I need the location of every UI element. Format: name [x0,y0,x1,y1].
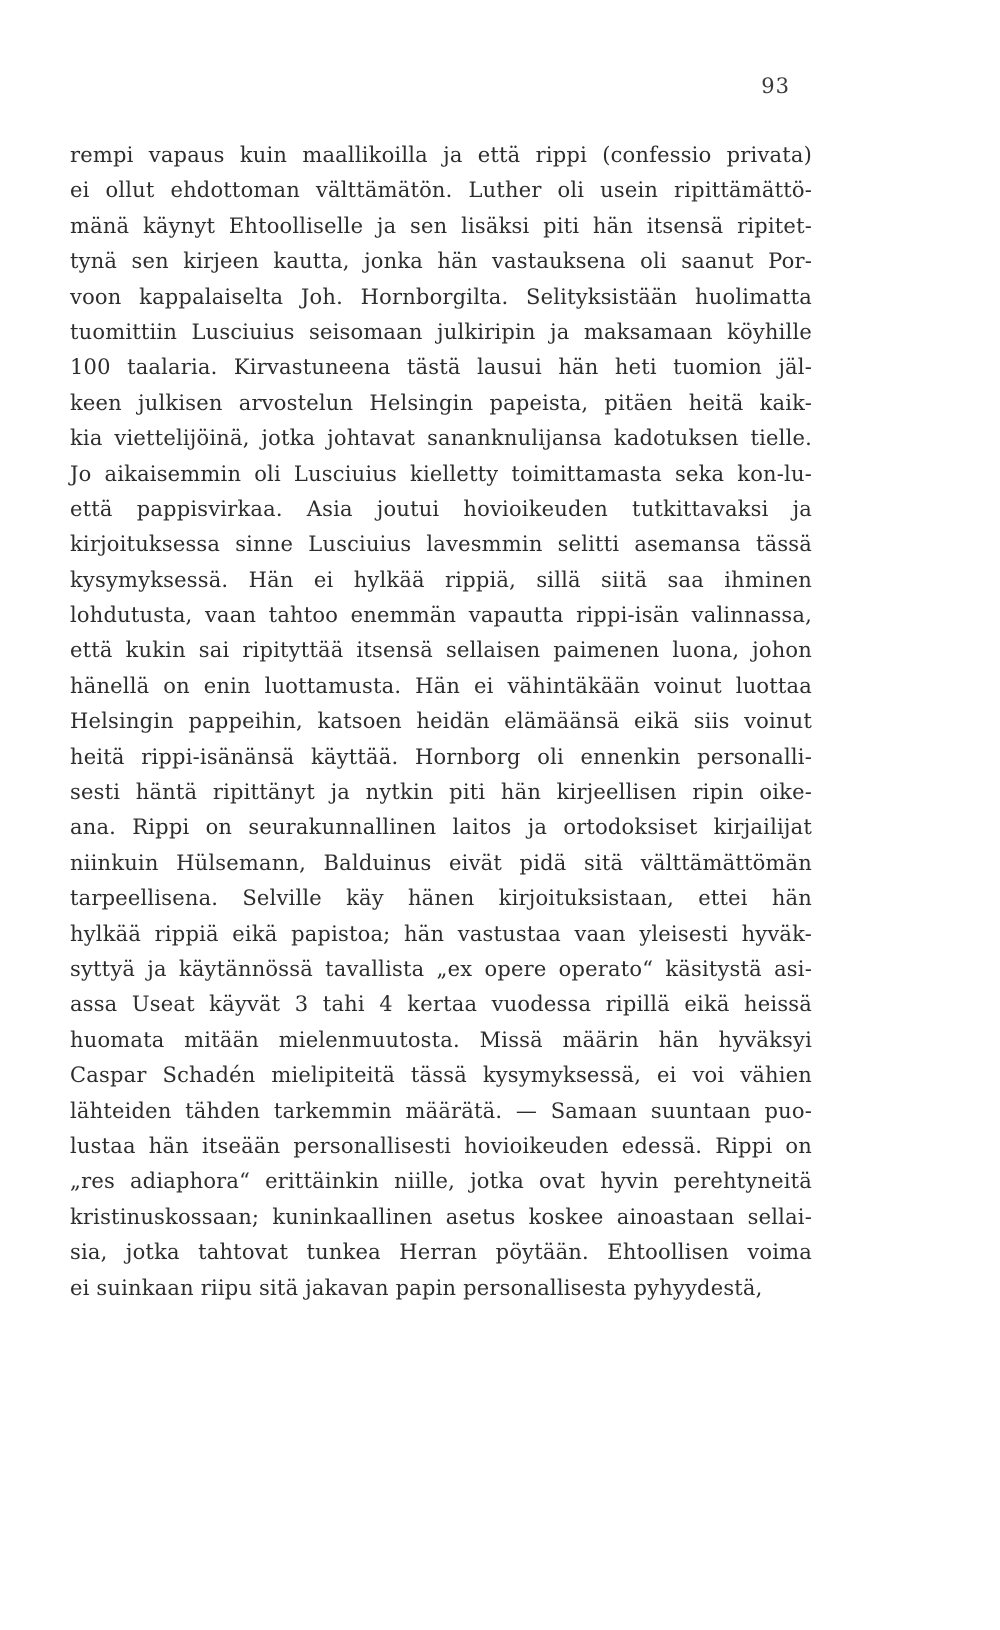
text-line: keen julkisen arvostelun Helsingin papeista, pitäen heitä kaik- [70,390,812,415]
text-line: hänellä on enin luottamusta. Hän ei vähintäkään voinut luottaa [70,673,812,698]
text-line: tarpeellisena. Selville käy hänen kirjoituksistaan, ettei hän [70,886,812,911]
text-line: tuomittiin Lusciuius seisomaan julkiripin ja maksamaan köyhille [70,319,812,344]
text-line: lustaa hän itseään personallisesti hovioikeuden edessä. Rippi on [70,1133,812,1158]
text-line: ei ollut ehdottoman välttämätön. Luther oli usein ripittämättö- [70,178,812,203]
body-text [70,138,812,1306]
text-line: voon kappalaiselta Joh. Hornborgilta. Selityksistään huolimatta [70,284,812,309]
text-line: assa Useat käyvät 3 tahi 4 kertaa vuodessa ripillä eikä heissä [70,992,812,1017]
text-line: kristinuskossaan; kuninkaallinen asetus koskee ainoastaan sellai- [70,1204,812,1229]
text-line: Jo aikaisemmin oli Lusciuius kielletty toimittamasta seka kon-lu- [70,461,812,486]
text-line: mänä käynyt Ehtoolliselle ja sen lisäksi piti hän itsensä ripitet- [70,213,812,238]
text-line: Caspar Schadén mielipiteitä tässä kysymyksessä, ei voi vähien [70,1063,812,1088]
text-line: kysymyksessä. Hän ei hylkää rippiä, sillä siitä saa ihminen [70,567,812,592]
text-line: heitä rippi-isänänsä käyttää. Hornborg oli ennenkin personalli- [70,744,812,769]
text-line: että pappisvirkaa. Asia joutui hovioikeuden tutkittavaksi ja [70,496,812,521]
text-line: kirjoituksessa sinne Lusciuius lavesmmin selitti asemansa tässä [70,532,812,557]
text-line: niinkuin Hülsemann, Balduinus eivät pidä sitä välttämättömän [70,850,812,875]
text-line: ana. Rippi on seurakunnallinen laitos ja ortodoksiset kirjailijat [70,815,812,840]
text-line: huomata mitään mielenmuutosta. Missä määrin hän hyväksyi [70,1027,812,1052]
text-line: Helsingin pappeihin, katsoen heidän elämäänsä eikä siis voinut [70,709,812,734]
text-line: 100 taalaria. Kirvastuneena tästä lausui hän heti tuomion jäl- [70,355,812,380]
text-line: sia, jotka tahtovat tunkea Herran pöytään. Ehtoollisen voima [70,1240,812,1265]
text-line: sesti häntä ripittänyt ja nytkin piti hän kirjeellisen ripin oike- [70,780,812,805]
text-line: ei suinkaan riipu sitä jakavan papin personallisesta pyhyydestä, [70,1275,763,1300]
text-line: tynä sen kirjeen kautta, jonka hän vastauksena oli saanut Por- [70,249,812,274]
page-number: 93 [761,74,790,98]
text-line: rempi vapaus kuin maallikoilla ja että rippi (confessio privata) [70,143,812,167]
text-line: „res adiaphora“ erittäinkin niille, jotka ovat hyvin perehtyneitä [70,1169,812,1194]
text-line: lähteiden tähden tarkemmin määrätä. — Samaan suuntaan puo- [70,1098,812,1123]
text-line: lohdutusta, vaan tahtoo enemmän vapautta rippi-isän valinnassa, [70,603,812,628]
text-line: kia viettelijöinä, jotka johtavat sananknulijansa kadotuksen tielle. [70,426,812,451]
text-line: että kukin sai ripityttää itsensä sellaisen paimenen luona, johon [70,638,812,663]
text-line: syttyä ja käytännössä tavallista „ex opere operato“ käsitystä asi- [70,956,812,981]
text-line: hylkää rippiä eikä papistoa; hän vastustaa vaan yleisesti hyväk- [70,921,812,946]
